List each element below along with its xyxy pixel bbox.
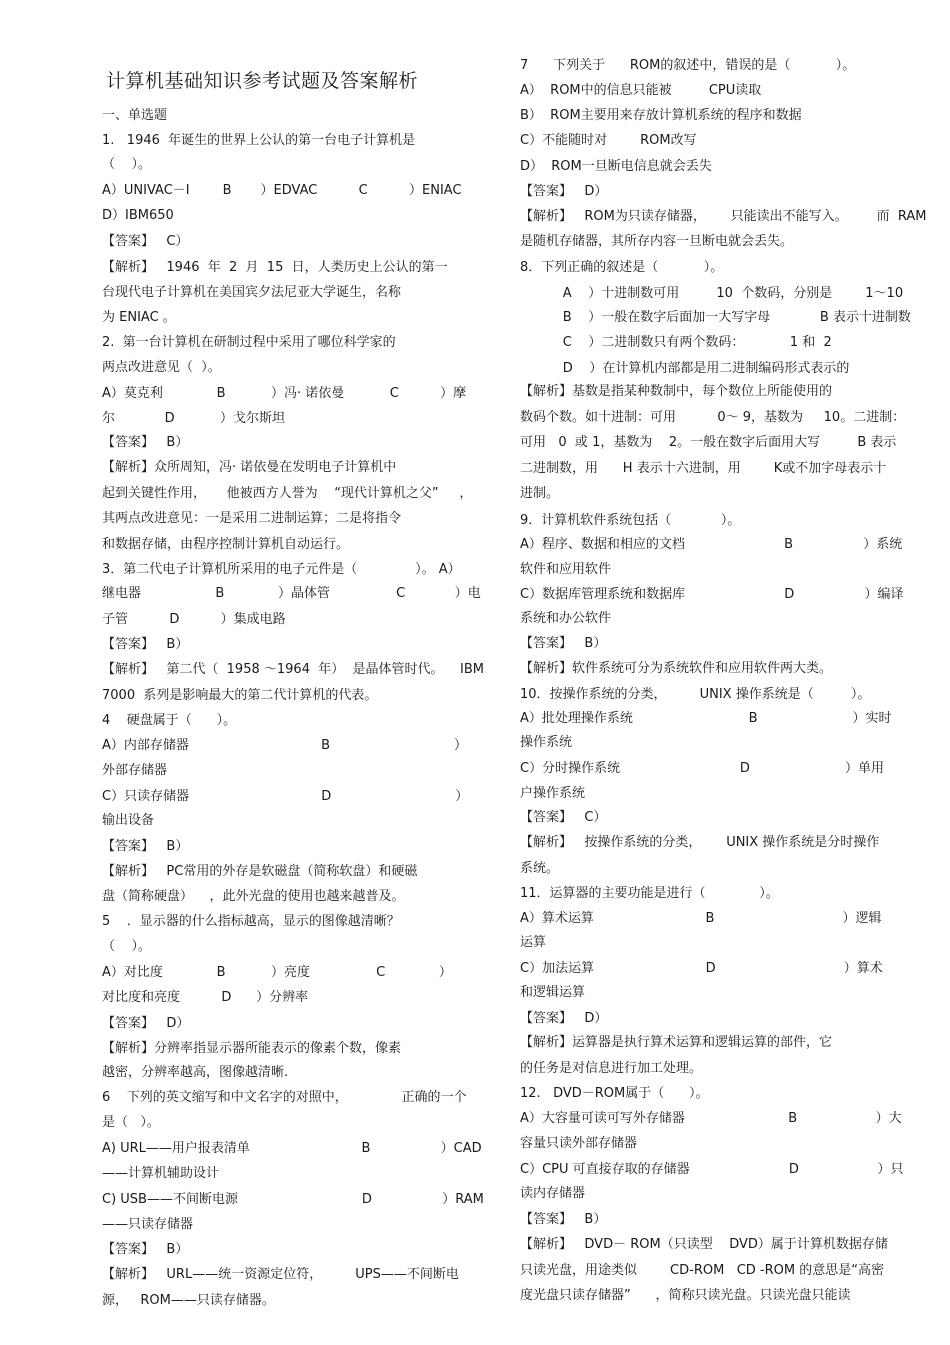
text-line: 对比度和亮度 D ）分辨率 (102, 990, 309, 1005)
text-line: C）加法运算 D ）算术 (520, 961, 883, 976)
text-line: 9．计算机软件系统包括（ ）。 (520, 513, 741, 528)
text-line: A）程序、数据和相应的文档 B ）系统 (520, 537, 903, 552)
text-line: 【答案】 B） (102, 435, 189, 450)
text-line: 容量只读外部存储器 (520, 1136, 638, 1151)
text-line: 【解析】 PC常用的外存是软磁盘（简称软盘）和硬磁 (102, 864, 418, 879)
text-line: C ）二进制数只有两个数码： 1 和 2 (538, 335, 832, 350)
page-title: 计算机基础知识参考试题及答案解析 (106, 70, 419, 92)
text-line: 12. DVD－ROM属于（ ）。 (520, 1086, 709, 1101)
text-line: 进制。 (520, 486, 560, 501)
text-line: 是随机存储器，其所存内容一旦断电就会丢失。 (520, 234, 794, 249)
text-line: 【解析】 DVD－ ROM（只读型 DVD）属于计算机数据存储 (520, 1237, 888, 1252)
text-line: A）内部存储器 B ） (102, 738, 468, 753)
text-line: C) USB——不间断电源 D ）RAM (102, 1192, 484, 1207)
text-line: A）算术运算 B ）逻辑 (520, 911, 882, 926)
text-line: 外部存储器 (102, 763, 168, 778)
text-line: 系统。 (520, 861, 560, 876)
text-line: 尔 D ）戈尔斯坦 (102, 411, 286, 426)
text-line: A) URL——用户报表清单 B ）CAD (102, 1141, 482, 1156)
text-line: 10．按操作系统的分类， UNIX 操作系统是（ ）。 (520, 687, 871, 702)
text-line: 越密，分辨率越高，图像越清晰. (102, 1065, 289, 1080)
text-line: C）只读存储器 D ） (102, 789, 469, 804)
text-line: 【答案】 B） (102, 637, 189, 652)
text-line: （ ）。 (102, 157, 152, 172)
text-line: C）不能随时对 ROM改写 (520, 133, 697, 148)
text-line: 和数据存储，由程序控制计算机自动运行。 (102, 537, 350, 552)
text-line: 【答案】 B） (520, 636, 607, 651)
text-line: 两点改进意见（ ）。 (102, 360, 221, 375)
text-line: 7000 系列是影响最大的第二代计算机的代表。 (102, 688, 378, 703)
text-line: 【答案】 B） (102, 839, 189, 854)
text-line: 3．第二代电子计算机所采用的电子元件是（ ）。 A） (102, 562, 461, 577)
text-line: 输出设备 (102, 813, 155, 828)
text-line: A）对比度 B ）亮度 C ） (102, 965, 452, 980)
text-line: 只读光盘，用途类似 CD-ROM CD -ROM 的意思是“高密 (520, 1263, 884, 1278)
text-line: 【解析】运算器是执行算术运算和逻辑运算的部件，它 (520, 1035, 833, 1050)
text-line: 【解析】分辨率指显示器所能表示的像素个数，像素 (102, 1041, 402, 1056)
text-line: 的任务是对信息进行加工处理。 (520, 1061, 703, 1076)
text-line: 【解析】 1946 年 2 月 15 日，人类历史上公认的第一 (102, 260, 448, 275)
text-line: 1. 1946 年诞生的世界上公认的第一台电子计算机是 (102, 133, 416, 148)
text-line: 【解析】基数是指某种数制中，每个数位上所能使用的 (520, 384, 833, 399)
text-line: （ ）。 (102, 939, 152, 954)
text-line: A）大容量可读可写外存储器 B ）大 (520, 1111, 902, 1126)
text-line: ——只读存储器 (102, 1217, 194, 1232)
text-line: 【解析】软件系统可分为系统软件和应用软件两大类。 (520, 661, 833, 676)
text-line: 6 下列的英文缩写和中文名字的对照中， 正确的一个 (102, 1090, 467, 1105)
text-line: A ）十进制数可用 10 个数码，分别是 1～10 (538, 286, 904, 301)
text-line: 操作系统 (520, 735, 573, 750)
text-line: 【答案】 C） (102, 234, 189, 249)
text-line: 为 ENIAC 。 (102, 310, 176, 325)
text-line: 盘（简称硬盘） ，此外光盘的使用也越来越普及。 (102, 889, 405, 904)
text-line: 【答案】 B） (520, 1212, 607, 1227)
text-line: 【答案】 D） (520, 184, 608, 199)
text-line: 【解析】 按操作系统的分类， UNIX 操作系统是分时操作 (520, 835, 880, 850)
text-line: 度光盘只读存储器” ，简称只读光盘。只读光盘只能读 (520, 1288, 851, 1303)
text-line: ——计算机辅助设计 (102, 1166, 220, 1181)
text-line: 【解析】 ROM为只读存储器， 只能读出不能写入。 而 RAM (520, 209, 927, 224)
text-line: 可用 0 或 1，基数为 2。一般在数字后面用大写 B 表示 (520, 435, 897, 450)
text-line: 台现代电子计算机在美国宾夕法尼亚大学诞生，名称 (102, 285, 402, 300)
text-line: A）莫克利 B ）冯· 诺依曼 C ）摩 (102, 386, 467, 401)
text-line: 其两点改进意见：一是采用二进制运算；二是将指令 (102, 511, 402, 526)
text-line: C）CPU 可直接存取的存储器 D ）只 (520, 1162, 904, 1177)
text-line: D） ROM一旦断电信息就会丢失 (520, 159, 712, 174)
text-line: C）数据库管理系统和数据库 D ）编译 (520, 587, 904, 602)
text-line: A）批处理操作系统 B ）实时 (520, 711, 892, 726)
text-line: 是（ ）。 (102, 1115, 160, 1130)
text-line: 一、单选题 (102, 108, 168, 123)
text-line: 【答案】 D） (102, 1016, 190, 1031)
text-line: B ）一般在数字后面加一大写字母 B 表示十进制数 (538, 310, 911, 325)
text-line: 2. 第一台计算机在研制过程中采用了哪位科学家的 (102, 335, 396, 350)
text-line: 数码个数。如十进制：可用 0～ 9，基数为 10。二进制： (520, 410, 906, 425)
text-line: 11．运算器的主要功能是进行（ ）。 (520, 886, 779, 901)
text-line: 二进制数，用 H 表示十六进制，用 K或不加字母表示十 (520, 461, 887, 476)
text-line: 源， ROM——只读存储器。 (102, 1293, 275, 1308)
text-line: A） ROM中的信息只能被 CPU读取 (520, 83, 762, 98)
text-line: 5 ．显示器的什么指标越高，显示的图像越清晰？ (102, 914, 400, 929)
text-line: 【解析】众所周知，冯· 诺依曼在发明电子计算机中 (102, 460, 397, 475)
text-line: B） ROM主要用来存放计算机系统的程序和数据 (520, 108, 802, 123)
text-line: 系统和办公软件 (520, 611, 612, 626)
text-line: 7 下列关于 ROM的叙述中，错误的是（ ）。 (520, 58, 856, 73)
text-line: 【解析】 第二代（ 1958 ～1964 年） 是晶体管时代。 IBM (102, 662, 484, 677)
text-line: 起到关键性作用， 他被西方人誉为 “现代计算机之父” ， (102, 486, 473, 501)
text-line: 【答案】 B） (102, 1242, 189, 1257)
text-line: 【解析】 URL——统一资源定位符， UPS——不间断电 (102, 1267, 459, 1282)
text-line: 运算 (520, 935, 547, 950)
text-line: 读内存储器 (520, 1186, 586, 1201)
text-line: 户操作系统 (520, 786, 586, 801)
text-line: 软件和应用软件 (520, 562, 612, 577)
text-line: 【答案】 C） (520, 810, 607, 825)
text-line: 和逻辑运算 (520, 985, 586, 1000)
text-line: C）分时操作系统 D ）单用 (520, 761, 884, 776)
text-line: A）UNIVAC－I B ）EDVAC C ）ENIAC (102, 183, 462, 198)
text-line: 【答案】 D） (520, 1011, 608, 1026)
text-line: 8．下列正确的叙述是（ ）。 (520, 260, 724, 275)
text-line: D）IBM650 (102, 208, 174, 223)
text-line: 4 硬盘属于（ ）。 (102, 713, 237, 728)
text-line: 子管 D ）集成电路 (102, 612, 286, 627)
text-line: 继电器 B ）晶体管 C ）电 (102, 586, 481, 601)
text-line: D ）在计算机内部都是用二进制编码形式表示的 (538, 361, 850, 376)
